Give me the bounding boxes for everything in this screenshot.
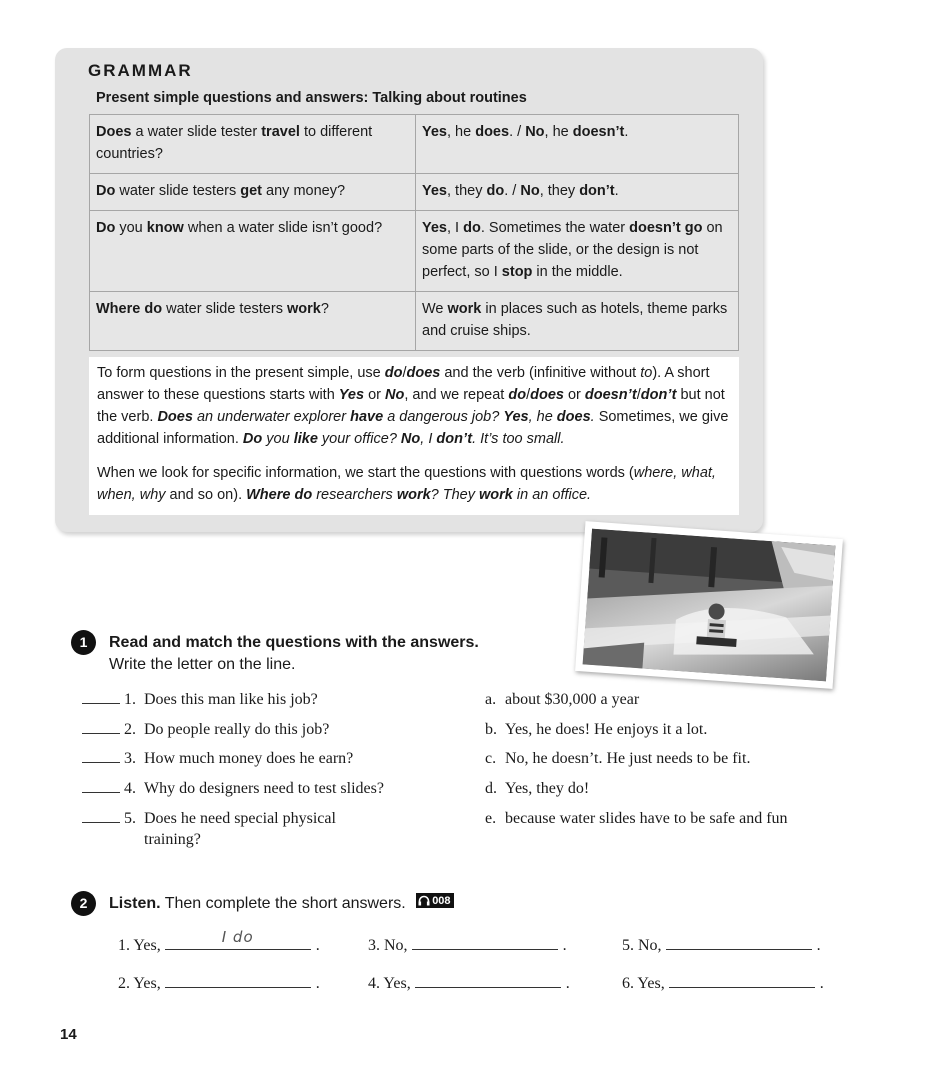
- period: .: [315, 937, 320, 954]
- short-answer-5: [622, 931, 821, 955]
- question-text: Why do designers need to test slides?: [144, 780, 384, 797]
- audio-track-number: 008: [432, 894, 451, 907]
- short-answer-field[interactable]: [165, 969, 311, 988]
- question-text: Does this man like his job?: [144, 691, 318, 708]
- explanation-paragraph: When we look for specific information, we start the questions with questions words (where, what, when, why and so on). Where do researchers work? They work in an office.: [97, 465, 716, 503]
- answer-text: Yes, they do!: [505, 780, 590, 797]
- short-answer-6: [622, 969, 824, 993]
- question-text: How much money does he earn?: [144, 750, 354, 767]
- handwritten-answer: I do: [221, 928, 254, 946]
- exercise-1-title-bold: Read and match the questions with the answers.: [109, 634, 479, 651]
- question-cell: Do water slide testers get any money?: [90, 174, 416, 211]
- period: .: [562, 937, 567, 954]
- question-text: Do people really do this job?: [144, 721, 330, 738]
- match-question-2: [82, 719, 454, 740]
- question-number: 5.: [124, 810, 136, 827]
- match-answer-d: [485, 778, 805, 799]
- explanation-paragraph: To form questions in the present simple, use do/does and the verb (infinitive without to). A short answer to these questions starts with Yes or No, and we repeat do/does or doesn’t/don’t but not the verb. Does an underwater explorer have a dangerous job? Yes, he does. Sometimes, we give additional information. Do you like your office? No, I don’t. It’s too small.: [97, 365, 729, 447]
- short-answer-field[interactable]: [669, 969, 815, 988]
- match-answer-b: [485, 719, 805, 740]
- answer-letter: a.: [485, 691, 497, 708]
- match-question-1: [82, 689, 454, 710]
- answer-letter: e.: [485, 810, 497, 827]
- question-cell: Does a water slide tester travel to different countries?: [90, 115, 416, 174]
- short-answer-label: 5. No,: [622, 937, 662, 954]
- grammar-table: [89, 114, 739, 351]
- answer-letter: b.: [485, 721, 497, 738]
- answer-cell: Yes, they do. / No, they don’t.: [416, 174, 739, 211]
- answer-cell: Yes, I do. Sometimes the water doesn’t go on some parts of the slide, or the design is not perfect, so I stop in the middle.: [416, 211, 739, 292]
- exercise-2-badge: 2: [71, 891, 96, 916]
- short-answer-label: 2. Yes,: [118, 975, 161, 992]
- headphones-icon: [418, 895, 430, 906]
- answer-cell: Yes, he does. / No, he doesn’t.: [416, 115, 739, 174]
- exercise-1-title: [109, 632, 479, 676]
- period: .: [816, 937, 821, 954]
- short-answer-3: [368, 931, 567, 955]
- water-slide-photo: [575, 521, 843, 689]
- answer-text: because water slides have to be safe and fun: [505, 810, 788, 827]
- short-answer-2: [118, 969, 320, 993]
- short-answer-label: 3. No,: [368, 937, 408, 954]
- exercise-2-title-rest: Then complete the short answers.: [164, 895, 406, 912]
- period: .: [819, 975, 824, 992]
- period: .: [565, 975, 570, 992]
- table-row: [90, 115, 739, 174]
- short-answer-label: 1. Yes,: [118, 937, 161, 954]
- question-number: 1.: [124, 691, 136, 708]
- question-number: 2.: [124, 721, 136, 738]
- answer-blank[interactable]: [82, 689, 120, 704]
- table-row: [90, 211, 739, 292]
- short-answer-field[interactable]: [412, 931, 558, 950]
- answer-blank[interactable]: [82, 778, 120, 793]
- table-row: [90, 292, 739, 351]
- match-answer-e: [485, 808, 795, 829]
- match-question-3: [82, 748, 454, 769]
- answer-text: about $30,000 a year: [505, 691, 640, 708]
- audio-track-badge[interactable]: [416, 893, 453, 908]
- answer-text: No, he doesn’t. He just needs to be fit.: [505, 750, 751, 767]
- question-number: 3.: [124, 750, 136, 767]
- short-answer-field[interactable]: [666, 931, 812, 950]
- question-cell: Where do water slide testers work?: [90, 292, 416, 351]
- question-text: Does he need special physical training?: [144, 810, 336, 848]
- question-number: 4.: [124, 780, 136, 797]
- exercise-1-badge: 1: [71, 630, 96, 655]
- question-cell: Do you know when a water slide isn’t good?: [90, 211, 416, 292]
- period: .: [315, 975, 320, 992]
- page-number: 14: [60, 1026, 77, 1043]
- water-slide-tester-image: [583, 529, 836, 682]
- answer-letter: c.: [485, 750, 497, 767]
- match-answer-c: [485, 748, 825, 769]
- answer-letter: d.: [485, 780, 497, 797]
- exercise-2-title-bold: Listen.: [109, 895, 161, 912]
- short-answer-field[interactable]: [415, 969, 561, 988]
- match-answer-a: [485, 689, 805, 710]
- short-answer-1: [118, 928, 320, 955]
- exercise-1-title-rest: Write the letter on the line.: [109, 656, 296, 673]
- match-question-4: [82, 778, 454, 799]
- answer-blank[interactable]: [82, 748, 120, 763]
- match-question-5: [82, 808, 384, 850]
- answer-text: Yes, he does! He enjoys it a lot.: [505, 721, 708, 738]
- short-answer-label: 4. Yes,: [368, 975, 411, 992]
- answer-blank[interactable]: [82, 719, 120, 734]
- short-answer-4: [368, 969, 570, 993]
- grammar-explanation: [89, 357, 739, 515]
- grammar-heading: GRAMMAR: [88, 61, 193, 80]
- answer-blank[interactable]: [82, 808, 120, 823]
- answer-cell: We work in places such as hotels, theme parks and cruise ships.: [416, 292, 739, 351]
- table-row: [90, 174, 739, 211]
- short-answer-label: 6. Yes,: [622, 975, 665, 992]
- grammar-subtitle: Present simple questions and answers: Talking about routines: [96, 90, 527, 106]
- exercise-2-title: [109, 893, 454, 915]
- short-answer-field[interactable]: [165, 928, 311, 950]
